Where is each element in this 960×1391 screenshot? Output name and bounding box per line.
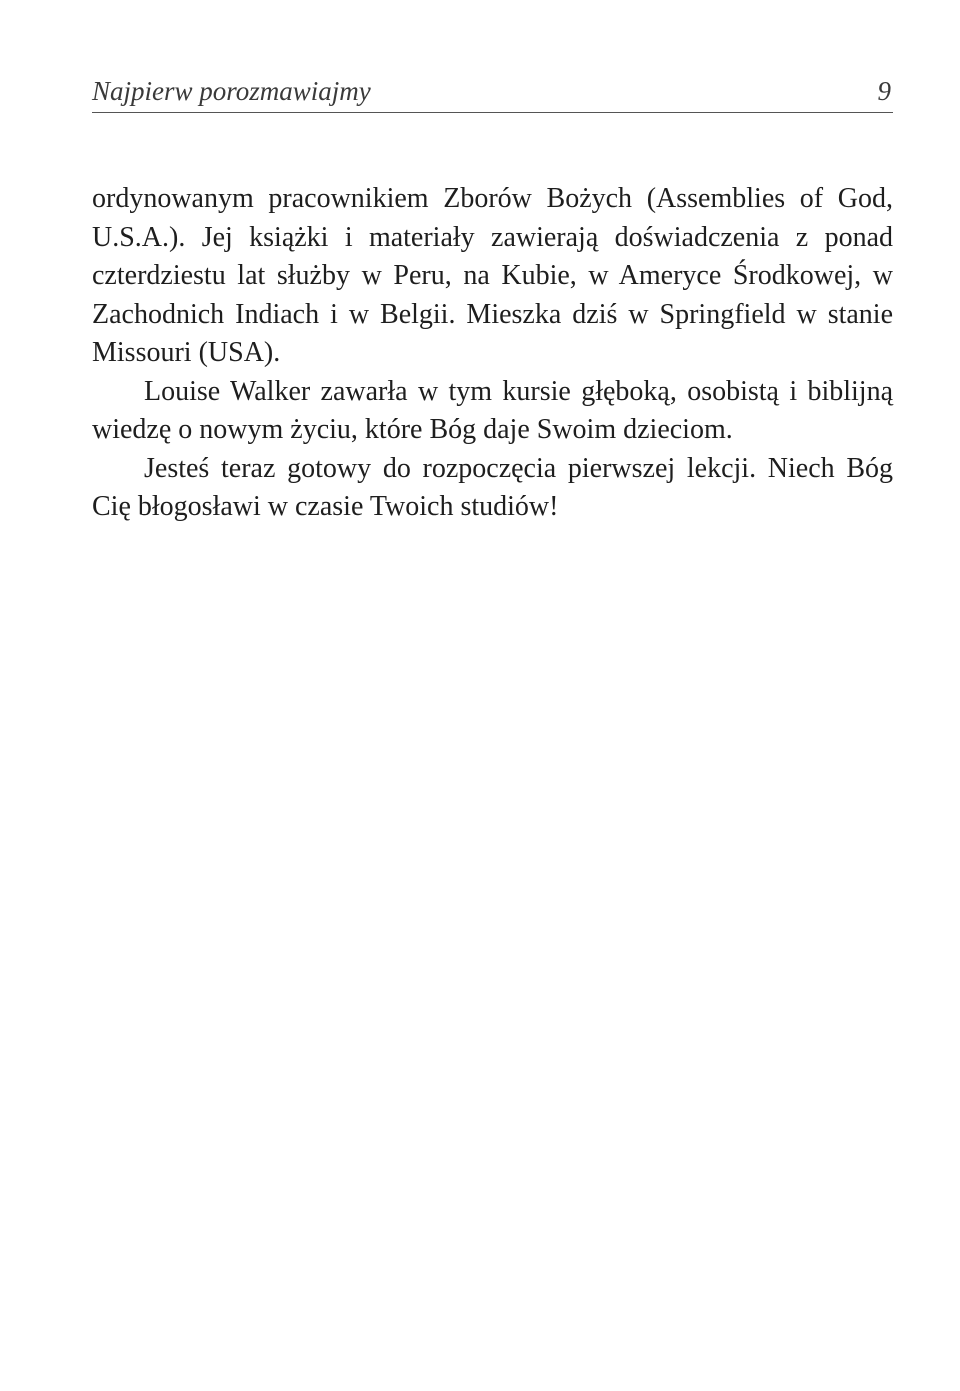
text-line: Zachodnich Indiach i w Belgii. Mieszka dziś w Springfield w stanie (92, 298, 893, 330)
text-line: wiedzę o nowym życiu, które Bóg daje Swoim dzieciom. (92, 414, 733, 445)
page-number: 9 (877, 76, 891, 106)
text-line: Missouri (USA). (92, 337, 281, 368)
text-line: Cię błogosławi w czasie Twoich studiów! (92, 491, 559, 522)
text-line: ordynowanym pracownikiem Zborów Bożych (Assemblies of God, (92, 183, 893, 214)
body-text (92, 180, 893, 527)
text-line: Louise Walker zawarła w tym kursie głęboką, osobistą i biblijną (144, 375, 893, 407)
text-line: czterdziestu lat służby w Peru, na Kubie, w Ameryce Środkowej, w (92, 260, 893, 291)
running-header (92, 76, 893, 113)
chapter-title: Najpierw porozmawiajmy (92, 76, 371, 106)
text-line: U.S.A.). Jej książki i materiały zawierają doświadczenia z ponad (92, 221, 893, 253)
text-line: Jesteś teraz gotowy do rozpoczęcia pierwszej lekcji. Niech Bóg (144, 452, 893, 484)
